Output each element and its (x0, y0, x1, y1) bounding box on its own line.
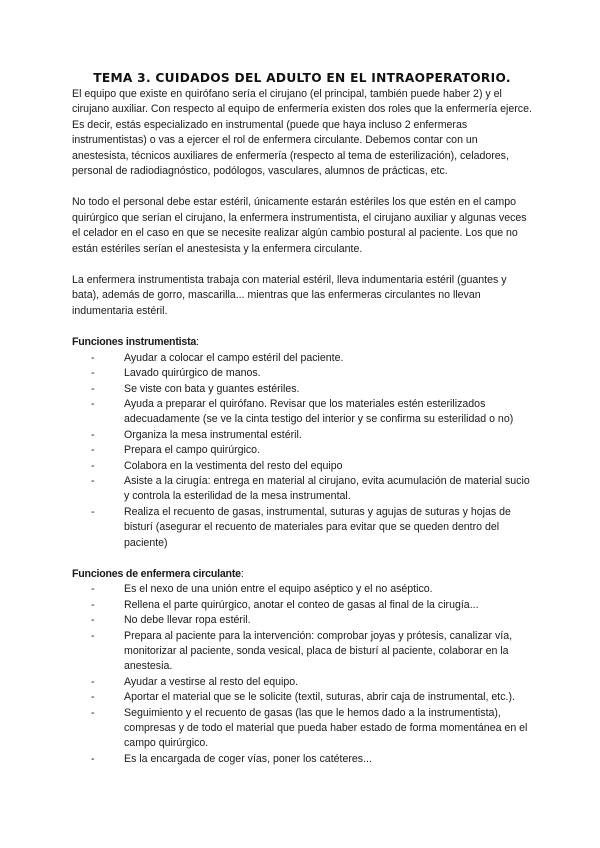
dash-bullet-icon: - (91, 629, 95, 642)
list-item: - Rellena el parte quirúrgico, anotar el conteo de gasas al final de la cirugía... (72, 598, 532, 613)
spacer (72, 179, 532, 195)
dash-bullet-icon: - (91, 351, 95, 364)
list-item: - Colabora en la vestimenta del resto del equipo (72, 459, 532, 474)
heading-text: Funciones de enfermera circulante (72, 567, 241, 580)
paragraph-instrumentist: La enfermera instrumentista trabaja con material estéril, lleva indumentaria estéril (guantes y bata), además de gorro, mascarilla... mientras que las enfermeras circulantes no llevan indumentaria estéril. (72, 274, 507, 317)
list-item: - Ayuda a preparar el quirófano. Revisar que los materiales estén esterilizados adecuadamente (se ve la cinta testigo del interior y se confirma su esterilidad o no) (91, 397, 514, 426)
list-item: - Realiza el recuento de gasas, instrumental, suturas y agujas de suturas y hojas de bisturí (asegurar el recuento de materiales para evitar que se queden dentro del paciente) (91, 505, 511, 549)
list-item: - Asiste a la cirugía: entrega en material al cirujano, evita acumulación de material sucio y controla la esterilidad de la mesa instrumental. (91, 474, 530, 503)
list-item: - Seguimiento y el recuento de gasas (las que le hemos dado a la instrumentista), compresas y de todo el material que pueda haber estado de forma momentánea en el campo quirúrgico. (91, 706, 528, 750)
list-item: - Lavado quirúrgico de manos. (72, 366, 532, 381)
dash-bullet-icon: - (91, 382, 95, 395)
list-item: - Organiza la mesa instrumental estéril. (72, 428, 532, 443)
list-item: - Prepara el campo quirúrgico. (72, 443, 532, 458)
dash-bullet-icon: - (91, 675, 95, 688)
circulating-functions-list (72, 582, 532, 767)
instrumentist-functions-list (72, 351, 532, 551)
list-item: - Es la encargada de coger vías, poner los catéteres... (72, 752, 532, 767)
dash-bullet-icon: - (91, 505, 95, 518)
dash-bullet-icon: - (91, 474, 95, 487)
dash-bullet-icon: - (91, 583, 95, 596)
list-item: - Ayudar a vestirse al resto del equipo. (72, 675, 532, 690)
dash-bullet-icon: - (91, 397, 95, 410)
list-item: - Es el nexo de una unión entre el equipo aséptico y el no aséptico. (72, 582, 532, 597)
section-heading-circulating (72, 567, 532, 582)
dash-bullet-icon: - (91, 752, 95, 765)
document-title: TEMA 3. CUIDADOS DEL ADULTO EN EL INTRAOPERATORIO. (93, 71, 511, 85)
document-page (72, 70, 532, 767)
heading-text: Funciones instrumentista (72, 336, 197, 349)
spacer (72, 319, 532, 335)
paragraph-sterility: No todo el personal debe estar estéril, únicamente estarán estériles los que estén en el campo quirúrgico que serían el cirujano, la enfermera instrumentista, el cirujano auxiliar y algunas veces el celador en el caso en que se necesite realizar algún cambio postural al paciente. Los que no están estériles serían el anestesista y la enfermera circulante. (72, 196, 527, 255)
dash-bullet-icon: - (91, 691, 95, 704)
dash-bullet-icon: - (91, 614, 95, 627)
list-item: - Ayudar a colocar el campo estéril del paciente. (72, 351, 532, 366)
dash-bullet-icon: - (91, 459, 95, 472)
spacer (72, 551, 532, 567)
list-item: - Aportar el material que se le solicite (textil, suturas, abrir caja de instrumental, etc.). (72, 690, 532, 705)
list-item: - Prepara al paciente para la intervención: comprobar joyas y prótesis, canalizar vía, monitorizar al paciente, sonda vesical, placa de bisturí al paciente, colaborar en la anestesia. (91, 629, 513, 673)
spacer (72, 257, 532, 273)
dash-bullet-icon: - (91, 428, 95, 441)
dash-bullet-icon: - (91, 367, 95, 380)
section-heading-instrumentist (72, 335, 532, 350)
list-item: - No debe llevar ropa estéril. (72, 613, 532, 628)
paragraph-team: El equipo que existe en quirófano sería el cirujano (el principal, también puede haber 2) y el cirujano auxiliar. Con respecto al equipo de enfermería existen dos roles que la enfermería ejerce. Es decir, estás especializado en instrumental (puede que haya incluso 2 enfermeras instrumentistas) o vas a ejercer el rol de enfermera circulante. Debemos contar con un anestesista, técnicos auxiliares de enfermería (respecto al tema de esterilización), celadores, personal de radiodiagnóstico, podólogos, vasculares, alumnos de prácticas, etc. (72, 88, 532, 178)
heading-colon: : (196, 336, 200, 349)
dash-bullet-icon: - (91, 444, 95, 457)
dash-bullet-icon: - (91, 598, 95, 611)
list-item: - Se viste con bata y guantes estériles. (72, 382, 532, 397)
heading-colon: : (240, 567, 244, 580)
dash-bullet-icon: - (91, 706, 95, 719)
